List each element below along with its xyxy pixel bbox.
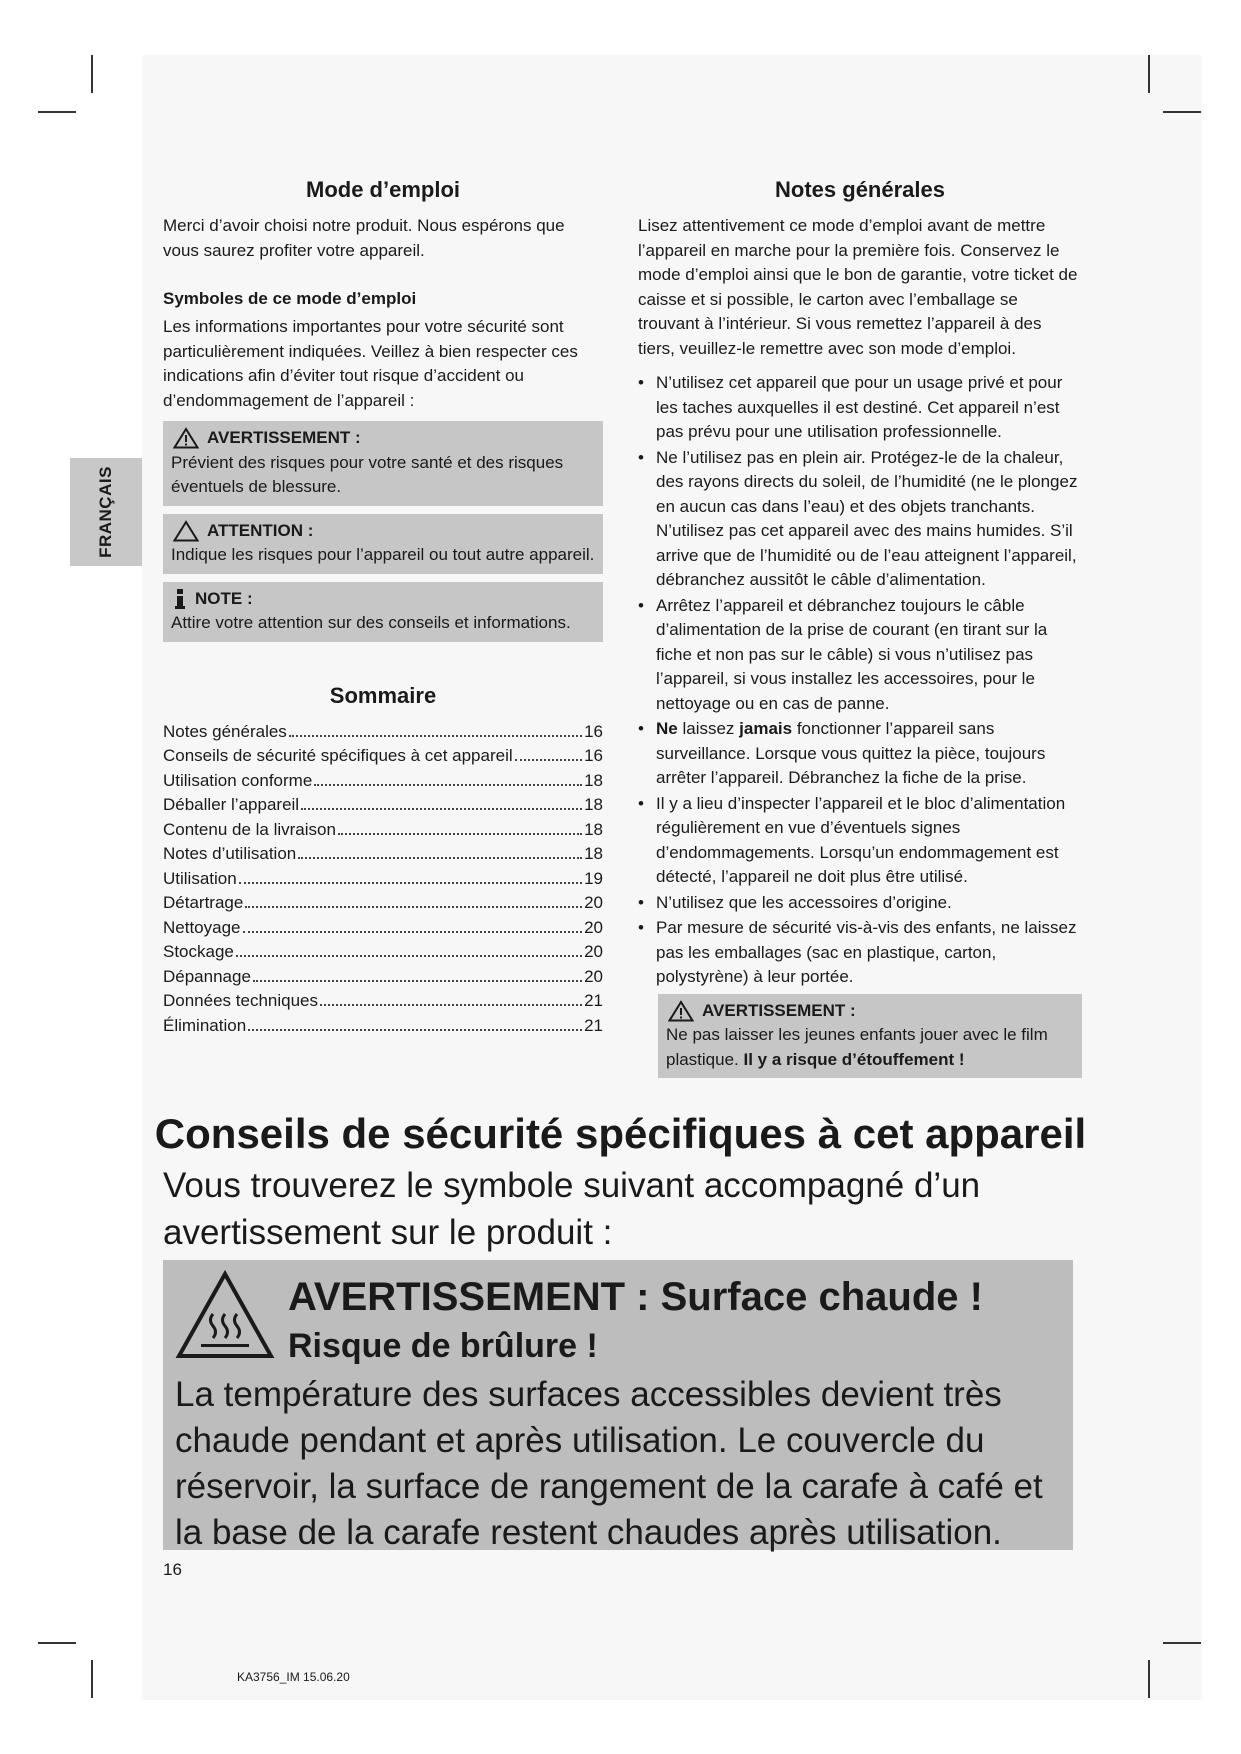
attention-text: Indique les risques pour l’appareil ou tout autre appareil. (171, 545, 595, 564)
bullet-item (638, 717, 1082, 791)
plastic-warning-bold: Il y a risque d’étouffement ! (743, 1049, 965, 1069)
toc-row (163, 916, 603, 941)
intro-text: Merci d’avoir choisi notre produit. Nous espérons que vous saurez profiter votre appareil. (163, 216, 565, 260)
toc-label: Notes d’utilisation (163, 844, 297, 863)
toc-label: Notes générales (163, 721, 287, 741)
toc-row (163, 989, 603, 1014)
note-box (163, 582, 603, 642)
toc-page: 21 (584, 991, 603, 1010)
bullet-item (638, 446, 1082, 593)
toc-row (163, 965, 603, 990)
note-text: Attire votre attention sur des conseils et informations. (171, 613, 571, 632)
toc-label: Déballer l’appareil (163, 795, 300, 814)
toc-label: Conseils de sécurité spécifiques à cet appareil (163, 746, 513, 765)
toc-row (163, 744, 603, 769)
hot-surface-subtitle: Risque de brûlure ! (288, 1327, 598, 1365)
toc-leader (243, 931, 583, 933)
toc-label: Données techniques (163, 991, 319, 1010)
bullet-item (638, 891, 1082, 916)
toc-label: Élimination (163, 1015, 247, 1035)
bullet-text: N’utilisez cet appareil que pour un usage privé et pour les taches auxquelles il est destiné. Cet appareil n’est pas prévu pour une utilisation professionnelle. (656, 373, 1063, 441)
toc-leader (289, 735, 582, 737)
toc-row (163, 793, 603, 818)
footer-code: KA3756_IM 15.06.20 (237, 1670, 350, 1684)
toc-leader (239, 882, 582, 884)
hot-surface-icon (175, 1270, 275, 1360)
toc-label: Utilisation conforme (163, 770, 313, 790)
toc-page: 20 (584, 893, 603, 912)
toc-row (163, 720, 603, 745)
safety-title: Conseils de sécurité spécifiques à cet appareil (154, 1110, 1087, 1157)
toc-page: 20 (584, 942, 603, 961)
info-icon (173, 588, 187, 610)
note-label: NOTE : (195, 588, 253, 608)
bullet-mid: laissez (677, 719, 740, 738)
bullet-text: Ne l’utilisez pas en plein air. Protégez-le de la chaleur, des rayons directs du soleil, de l’humidité (ne le plongez en aucun cas dans l’eau) et des objets tranchants. N’utilisez pas cet appareil avec des mains humides. S’il arrive que de l’humidité ou de l’eau atteignent l’appareil, débranchez aussitôt le câble d’alimentation. (656, 447, 1078, 589)
crop-mark (38, 1642, 76, 1644)
toc-page: 18 (584, 795, 603, 814)
toc-row (163, 1014, 603, 1039)
bullet-text: N’utilisez que les accessoires d’origine. (656, 892, 952, 912)
notes-generales-title: Notes générales (775, 177, 945, 202)
hot-surface-text: La température des surfaces accessibles devient très chaude pendant et après utilisation. Le couvercle du réservoir, la surface de rangement de la carafe à café et la base de la carafe restent chaudes après utilisation. (175, 1375, 1043, 1552)
warning-text: Prévient des risques pour votre santé et des risques éventuels de blessure. (171, 452, 564, 496)
toc-page: 18 (584, 770, 603, 790)
bullet-item (638, 371, 1082, 445)
bullet-item (638, 916, 1082, 990)
notes-intro: Lisez attentivement ce mode d’emploi avant de mettre l’appareil en marche pour la première fois. Conservez le mode d’emploi ainsi que le bon de garantie, votre ticket de caisse et si possible, le carton avec l’emballage se trouvant à l’intérieur. Si vous remettez l’appareil à des tiers, veuillez-le remettre avec son mode d’emploi. (638, 216, 1078, 358)
plastic-warning-box (658, 994, 1082, 1079)
safety-intro: Vous trouverez le symbole suivant accompagné d’un avertissement sur le produit : (163, 1166, 981, 1252)
page-number: 16 (163, 1560, 182, 1579)
warning-label: AVERTISSEMENT : (207, 428, 361, 447)
right-column (638, 178, 1082, 1078)
toc-page: 20 (584, 966, 603, 986)
bullet-text: Il y a lieu d’inspecter l’appareil et le bloc d’alimentation régulièrement en vue d’éventuels signes d’endommagements. Lorsqu’un endommagement est détecté, l’appareil ne doit plus être utilisé. (656, 793, 1066, 886)
attention-box (163, 514, 603, 574)
warning-triangle-icon (668, 1000, 694, 1022)
toc-leader (314, 784, 582, 786)
symbols-text: Les informations importantes pour votre sécurité sont particulièrement indiquées. Veillez à bien respecter ces indications afin d’éviter tout risque d’accident ou d’endommagement de l’appareil : (163, 317, 578, 410)
left-column (163, 178, 603, 1038)
language-tab-label: FRANÇAIS (96, 466, 115, 558)
toc-leader (298, 857, 582, 859)
attention-triangle-icon (173, 520, 199, 542)
hot-surface-warning (163, 1260, 1073, 1550)
attention-label: ATTENTION : (207, 520, 314, 540)
crop-mark (91, 55, 93, 93)
toc-page: 16 (584, 746, 603, 765)
toc-title: Sommaire (329, 682, 437, 708)
mode-emploi-title: Mode d’emploi (306, 177, 460, 202)
toc-page: 20 (584, 917, 603, 937)
toc-label: Dépannage (163, 966, 251, 986)
bullet-bold-start: Ne (656, 719, 678, 738)
plastic-warning-label: AVERTISSEMENT : (702, 1000, 856, 1020)
toc-label: Détartrage (163, 893, 244, 912)
toc-page: 18 (584, 844, 603, 863)
toc-leader (320, 1004, 582, 1006)
toc-page: 16 (584, 721, 603, 741)
toc-page: 21 (584, 1015, 603, 1035)
hot-surface-title: AVERTISSEMENT : Surface chaude ! (288, 1275, 983, 1319)
language-tab (70, 458, 142, 566)
toc-page: 19 (584, 868, 603, 888)
crop-mark (1163, 1642, 1201, 1644)
crop-mark (91, 1660, 93, 1698)
toc-label: Stockage (163, 942, 234, 961)
bullet-text: Par mesure de sécurité vis-à-vis des enfants, ne laissez pas les emballages (sac en plastique, carton, polystyrène) à leur portée. (656, 918, 1077, 986)
toc-leader (245, 906, 582, 908)
toc-row (163, 842, 603, 867)
toc-label: Nettoyage (163, 917, 241, 937)
toc-label: Contenu de la livraison (163, 819, 336, 839)
toc-leader (236, 955, 582, 957)
toc-row (163, 769, 603, 794)
warning-box (163, 421, 603, 506)
bullet-bold: jamais (739, 719, 793, 738)
toc-row (163, 867, 603, 892)
crop-mark (1148, 55, 1150, 93)
toc-row (163, 940, 603, 965)
toc-label: Utilisation (163, 868, 237, 888)
bullet-text: Arrêtez l’appareil et débranchez toujours le câble d’alimentation de la prise de courant (en tirant sur la fiche et non pas sur le câble) si vous n’utilisez pas l’appareil, si vous installez les accessoires, pour le nettoyage ou en cas de panne. (656, 595, 1048, 713)
crop-mark (1148, 1660, 1150, 1698)
toc-leader (515, 759, 582, 761)
symbols-heading: Symboles de ce mode d’emploi (163, 289, 417, 308)
warning-triangle-icon (173, 427, 199, 449)
bullet-item (638, 594, 1082, 717)
toc-leader (301, 808, 582, 810)
toc-leader (338, 833, 582, 835)
toc-leader (253, 980, 582, 982)
bullet-text: fonctionner l’appareil sans surveillance. Lorsque vous quittez la pièce, toujours arrêter l’appareil. Débranchez la fiche de la prise. (656, 719, 1046, 787)
toc-row (163, 891, 603, 916)
crop-mark (38, 111, 76, 113)
crop-mark (1163, 111, 1201, 113)
table-of-contents (163, 720, 603, 1039)
toc-leader (248, 1029, 582, 1031)
bullet-item (638, 792, 1082, 890)
toc-page: 18 (584, 819, 603, 839)
safety-bullet-list (638, 371, 1082, 990)
toc-row (163, 818, 603, 843)
plastic-warning-text: Ne pas laisser les jeunes enfants jouer avec le film plastique. (666, 1025, 1048, 1069)
